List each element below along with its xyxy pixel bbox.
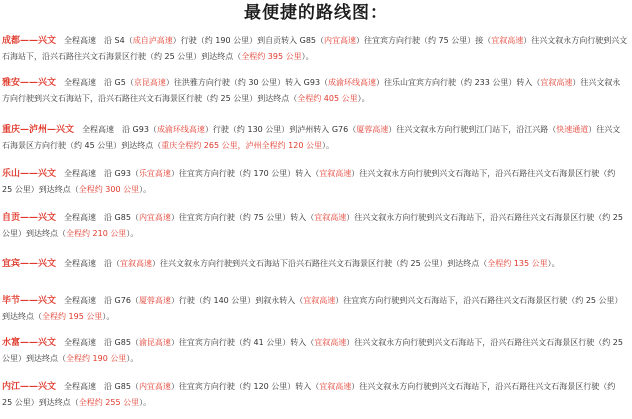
route-entry <box>2 293 628 324</box>
route-text: 全程高速 沿 S4（ <box>64 36 133 45</box>
highlighted-text: 京昆高速 <box>133 78 166 87</box>
highlighted-text: 全程约 210 公里 <box>66 229 127 238</box>
route-text: ）。 <box>321 141 334 150</box>
highlighted-text: 内宜高速 <box>138 382 171 391</box>
spacer <box>56 78 64 87</box>
route-text: ）往兴文叙永方向行驶到江门站下，沿江兴路（ <box>388 125 557 134</box>
route-text: ）往兴文叙永方向行驶到兴文石海站下，沿兴石路往兴文石海景区行驶（约 25 公里）到达终点（ <box>2 78 621 103</box>
spacer <box>56 213 64 222</box>
route-text: ）行驶（约 140 公里）到叙永转入（ <box>170 296 304 305</box>
highlighted-text: 宜叙高速 <box>303 296 336 305</box>
route-entry <box>2 122 628 153</box>
route-title: 毕节——兴文 <box>2 296 57 306</box>
route-text: ）。 <box>102 312 115 321</box>
page-title: 最便捷的路线图： <box>244 3 388 23</box>
highlighted-text: 内宜高速 <box>324 36 357 45</box>
route-text: 全程高速 沿 G93（ <box>82 125 157 134</box>
route-text: 全程高速 沿 G76（ <box>64 296 139 305</box>
highlighted-text: 宜叙高速 <box>491 36 524 45</box>
spacer <box>56 296 64 305</box>
route-text: ）往兴文叙永方向行驶到兴文石海站下，沿兴石路往兴文石海景区行驶（约 25 公里）到达终点（ <box>2 213 623 238</box>
route-text: ）往宜宾方向行驶（约 75 公里）接（ <box>356 36 492 45</box>
highlighted-text: 厦蓉高速 <box>356 125 389 134</box>
route-title: 成都——兴文 <box>2 36 57 46</box>
highlighted-text: 宜叙高速 <box>314 338 347 347</box>
route-title: 自贡——兴文 <box>2 213 57 223</box>
highlighted-text: 渝昆高速 <box>138 338 171 347</box>
route-text: ）。 <box>139 398 152 407</box>
highlighted-text: 宜叙高速 <box>540 78 573 87</box>
route-text: 全程高速 沿 G5（ <box>64 78 134 87</box>
route-title: 水富——兴文 <box>2 338 57 348</box>
route-entry <box>2 335 628 366</box>
highlighted-text: 全程约 190 公里 <box>66 354 127 363</box>
spacer <box>56 338 64 347</box>
route-text: ）往宜宾方向行驶到兴文石海站下，沿兴石路往兴文石海景区行驶（约 25 公里）到达终点（ <box>2 296 623 321</box>
highlighted-text: 全程约 255 公里 <box>78 398 140 407</box>
route-entry <box>2 75 628 106</box>
route-text: ）往乐山宜宾方向行驶（约 233 公里）转入（ <box>376 78 541 87</box>
route-text: ）。 <box>357 94 370 103</box>
route-text: ）往宜宾方向行驶（约 41 公里）转入（ <box>170 338 315 347</box>
route-text: ）往兴文叙永方向行驶到兴文石海站下，沿兴石路往兴文石海景区行驶（约 25 公里）到达终点（ <box>2 36 628 61</box>
highlighted-text: 宜叙高速 <box>120 259 153 268</box>
route-text: 全程高速 沿 G85（ <box>64 213 139 222</box>
highlighted-text: 成渝环线高速 <box>156 125 205 134</box>
route-text: ）行驶（约 190 公里）到自贡转入 G85（ <box>172 36 325 45</box>
route-text: ）往兴文叙永方向行驶到兴文石海站下，沿兴石路往兴文石海景区行驶（约 25 公里）到达终点（ <box>2 382 616 407</box>
highlighted-text: 内宜高速 <box>138 213 171 222</box>
route-text: ）往兴文叙永方向行驶到兴文石海站下，沿兴石路往兴文石海景区行驶（约 25 公里）到达终点（ <box>2 338 623 363</box>
route-text: 全程高速 沿（ <box>64 259 121 268</box>
route-text: ）往洪雅方向行驶（约 30 公里）转入 G93（ <box>165 78 329 87</box>
route-text: ）。 <box>139 185 152 194</box>
route-entry <box>2 256 628 272</box>
highlighted-text: 厦蓉高速 <box>138 296 171 305</box>
route-entry <box>2 166 628 197</box>
highlighted-text: 重庆全程约 265 公里，泸州全程约 120 公里 <box>161 141 322 150</box>
highlighted-text: 乐宜高速 <box>138 169 171 178</box>
route-entry <box>2 210 628 241</box>
route-text: ）。 <box>301 52 314 61</box>
route-text: ）往宜宾方向行驶（约 75 公里）转入（ <box>170 213 315 222</box>
spacer <box>74 125 82 134</box>
highlighted-text: 宜叙高速 <box>319 382 352 391</box>
spacer <box>56 36 64 45</box>
route-text: 全程高速 沿 G93（ <box>64 169 139 178</box>
highlighted-text: 成自泸高速 <box>132 36 173 45</box>
route-title: 内江——兴文 <box>2 382 57 392</box>
highlighted-text: 成渝环线高速 <box>328 78 377 87</box>
highlighted-text: 全程约 195 公里 <box>42 312 103 321</box>
spacer <box>56 259 64 268</box>
route-text: ）往兴文叙永方向行驶到兴文石海站下沿兴石路往兴文石海景区行驶（约 25 公里）到达终点（ <box>152 259 488 268</box>
highlighted-text: 全程约 135 公里 <box>487 259 548 268</box>
route-title: 乐山——兴文 <box>2 169 57 179</box>
route-text: ）往宜宾方向行驶（约 170 公里）转入（ <box>170 169 320 178</box>
route-text: 全程高速 沿 G85（ <box>64 338 139 347</box>
route-title: 雅安——兴文 <box>2 78 57 88</box>
route-text: ）往兴文叙永方向行驶到兴文石海站下，沿兴石路往兴文石海景区行驶（约 25 公里）到达终点（ <box>2 169 616 194</box>
route-title: 重庆—泸州—兴文 <box>2 125 75 135</box>
highlighted-text: 快速通道 <box>556 125 589 134</box>
route-entry <box>2 379 628 410</box>
route-text: ）。 <box>126 229 139 238</box>
route-text: 全程高速 沿 G85（ <box>64 382 139 391</box>
spacer <box>56 169 64 178</box>
route-text: ）行驶（约 130 公里）到泸州转入 G76（ <box>204 125 357 134</box>
spacer <box>56 382 64 391</box>
route-entry <box>2 33 628 64</box>
highlighted-text: 宜叙高速 <box>314 213 347 222</box>
highlighted-text: 全程约 405 公里 <box>297 94 358 103</box>
highlighted-text: 宜叙高速 <box>319 169 352 178</box>
route-text: ）往兴文石海景区方向行驶（约 45 公里）到达终点（ <box>2 125 621 150</box>
highlighted-text: 全程约 300 公里 <box>78 185 140 194</box>
route-text: ）往宜宾方向行驶（约 120 公里）转入（ <box>170 382 320 391</box>
route-title: 宜宾——兴文 <box>2 259 57 269</box>
route-text: ）。 <box>126 354 139 363</box>
route-text: ）。 <box>547 259 560 268</box>
highlighted-text: 全程约 395 公里 <box>241 52 302 61</box>
